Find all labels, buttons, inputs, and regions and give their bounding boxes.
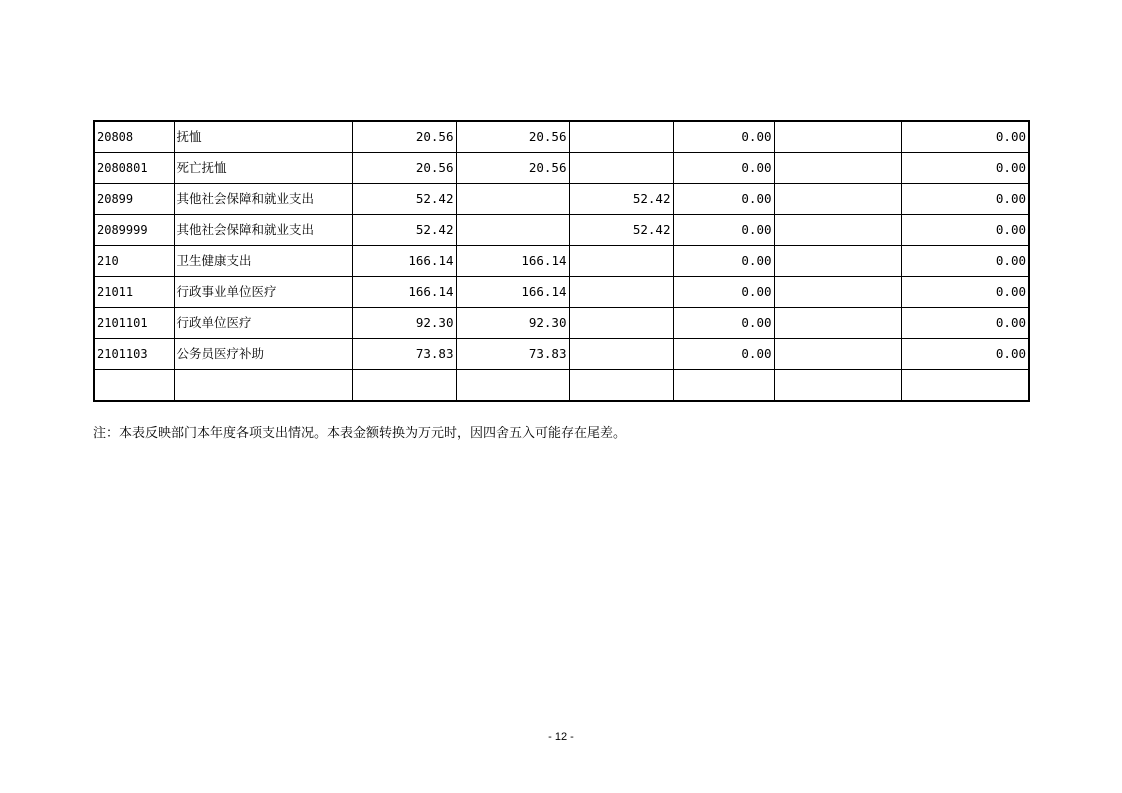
cell-code: 20899 [94, 184, 174, 215]
expenditure-table [93, 120, 1030, 402]
cell-col-7 [774, 153, 901, 184]
cell-basic [456, 370, 569, 402]
cell-col-6: 0.00 [673, 246, 774, 277]
cell-project [569, 121, 673, 153]
table-row [94, 215, 1029, 246]
cell-total: 73.83 [352, 339, 456, 370]
table-footnote: 注：本表反映部门本年度各项支出情况。本表金额转换为万元时，因四舍五入可能存在尾差。 [93, 426, 627, 441]
cell-project [569, 277, 673, 308]
cell-item-name: 死亡抚恤 [174, 153, 352, 184]
cell-col-8: 0.00 [901, 308, 1029, 339]
cell-col-7 [774, 370, 901, 402]
cell-col-6 [673, 370, 774, 402]
cell-code: 2080801 [94, 153, 174, 184]
table-body [94, 121, 1029, 401]
cell-basic [456, 215, 569, 246]
cell-code: 20808 [94, 121, 174, 153]
cell-col-6: 0.00 [673, 215, 774, 246]
cell-col-7 [774, 277, 901, 308]
cell-project [569, 308, 673, 339]
cell-basic: 20.56 [456, 121, 569, 153]
cell-col-6: 0.00 [673, 121, 774, 153]
cell-col-7 [774, 339, 901, 370]
table-row [94, 277, 1029, 308]
cell-project: 52.42 [569, 184, 673, 215]
cell-total: 20.56 [352, 153, 456, 184]
cell-col-8: 0.00 [901, 153, 1029, 184]
cell-total: 166.14 [352, 277, 456, 308]
cell-code [94, 370, 174, 402]
cell-code: 21011 [94, 277, 174, 308]
cell-total: 20.56 [352, 121, 456, 153]
cell-project: 52.42 [569, 215, 673, 246]
table-row [94, 153, 1029, 184]
cell-col-7 [774, 246, 901, 277]
cell-total: 92.30 [352, 308, 456, 339]
cell-code: 2089999 [94, 215, 174, 246]
cell-col-8: 0.00 [901, 121, 1029, 153]
cell-col-8: 0.00 [901, 215, 1029, 246]
table-row [94, 370, 1029, 402]
cell-project [569, 153, 673, 184]
cell-col-8: 0.00 [901, 339, 1029, 370]
cell-item-name [174, 370, 352, 402]
cell-total: 52.42 [352, 184, 456, 215]
cell-col-8: 0.00 [901, 246, 1029, 277]
cell-project [569, 246, 673, 277]
cell-code: 2101101 [94, 308, 174, 339]
cell-basic: 166.14 [456, 277, 569, 308]
cell-project [569, 339, 673, 370]
table-row [94, 308, 1029, 339]
cell-code: 2101103 [94, 339, 174, 370]
page-number: - 12 - [548, 731, 574, 743]
cell-total [352, 370, 456, 402]
table-row [94, 339, 1029, 370]
table-row [94, 184, 1029, 215]
cell-item-name: 行政单位医疗 [174, 308, 352, 339]
cell-col-6: 0.00 [673, 184, 774, 215]
cell-item-name: 其他社会保障和就业支出 [174, 215, 352, 246]
cell-basic: 92.30 [456, 308, 569, 339]
cell-col-6: 0.00 [673, 339, 774, 370]
cell-col-7 [774, 121, 901, 153]
cell-col-6: 0.00 [673, 277, 774, 308]
cell-item-name: 抚恤 [174, 121, 352, 153]
cell-code: 210 [94, 246, 174, 277]
cell-col-7 [774, 215, 901, 246]
cell-item-name: 公务员医疗补助 [174, 339, 352, 370]
cell-basic: 20.56 [456, 153, 569, 184]
cell-col-6: 0.00 [673, 153, 774, 184]
table-row [94, 246, 1029, 277]
cell-item-name: 卫生健康支出 [174, 246, 352, 277]
cell-col-8 [901, 370, 1029, 402]
cell-basic: 166.14 [456, 246, 569, 277]
cell-total: 52.42 [352, 215, 456, 246]
cell-col-7 [774, 184, 901, 215]
table-row [94, 121, 1029, 153]
cell-project [569, 370, 673, 402]
cell-basic: 73.83 [456, 339, 569, 370]
cell-col-8: 0.00 [901, 184, 1029, 215]
cell-col-6: 0.00 [673, 308, 774, 339]
cell-item-name: 其他社会保障和就业支出 [174, 184, 352, 215]
cell-item-name: 行政事业单位医疗 [174, 277, 352, 308]
cell-col-7 [774, 308, 901, 339]
cell-col-8: 0.00 [901, 277, 1029, 308]
cell-basic [456, 184, 569, 215]
cell-total: 166.14 [352, 246, 456, 277]
